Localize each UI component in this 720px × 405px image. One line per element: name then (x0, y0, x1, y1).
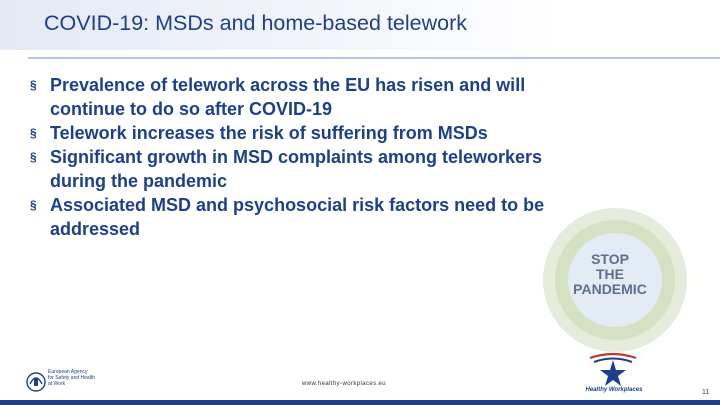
bullet-text: Telework increases the risk of suffering from MSDs (50, 123, 488, 143)
campaign-label: Healthy Workplaces (585, 387, 643, 393)
agency-name (48, 369, 108, 387)
bullet-item (30, 121, 560, 145)
agency-line: at Work (48, 381, 66, 387)
agency-line: European Agency (48, 369, 88, 375)
badge-line-3: PANDEMIC (573, 281, 647, 297)
bullet-text: Associated MSD and psychosocial risk factors need to be addressed (50, 195, 545, 239)
bullet-marker: § (30, 78, 37, 92)
slide-title: COVID-19: MSDs and home-based telework (44, 11, 468, 35)
bullet-marker: § (30, 150, 37, 164)
badge-line-1: STOP (591, 251, 629, 267)
bullet-marker: § (30, 198, 37, 212)
bullet-list (30, 73, 560, 241)
page-number: 11 (702, 389, 710, 396)
badge-line-2: THE (596, 266, 624, 282)
bullet-item (30, 193, 560, 241)
agency-line: for Safety and Health (48, 375, 95, 381)
bottom-bar (0, 400, 720, 405)
bullet-marker: § (30, 126, 37, 140)
bullet-text: Prevalence of telework across the EU has risen and will continue to do so after COVID-19 (50, 75, 526, 119)
stop-the-pandemic-badge (541, 206, 689, 354)
title-divider (28, 57, 720, 59)
bullet-item (30, 145, 560, 193)
bullet-item (30, 73, 560, 121)
website-link[interactable]: www.healthy-workplaces.eu (302, 381, 387, 387)
bullet-text: Significant growth in MSD complaints among teleworkers during the pandemic (50, 147, 543, 191)
